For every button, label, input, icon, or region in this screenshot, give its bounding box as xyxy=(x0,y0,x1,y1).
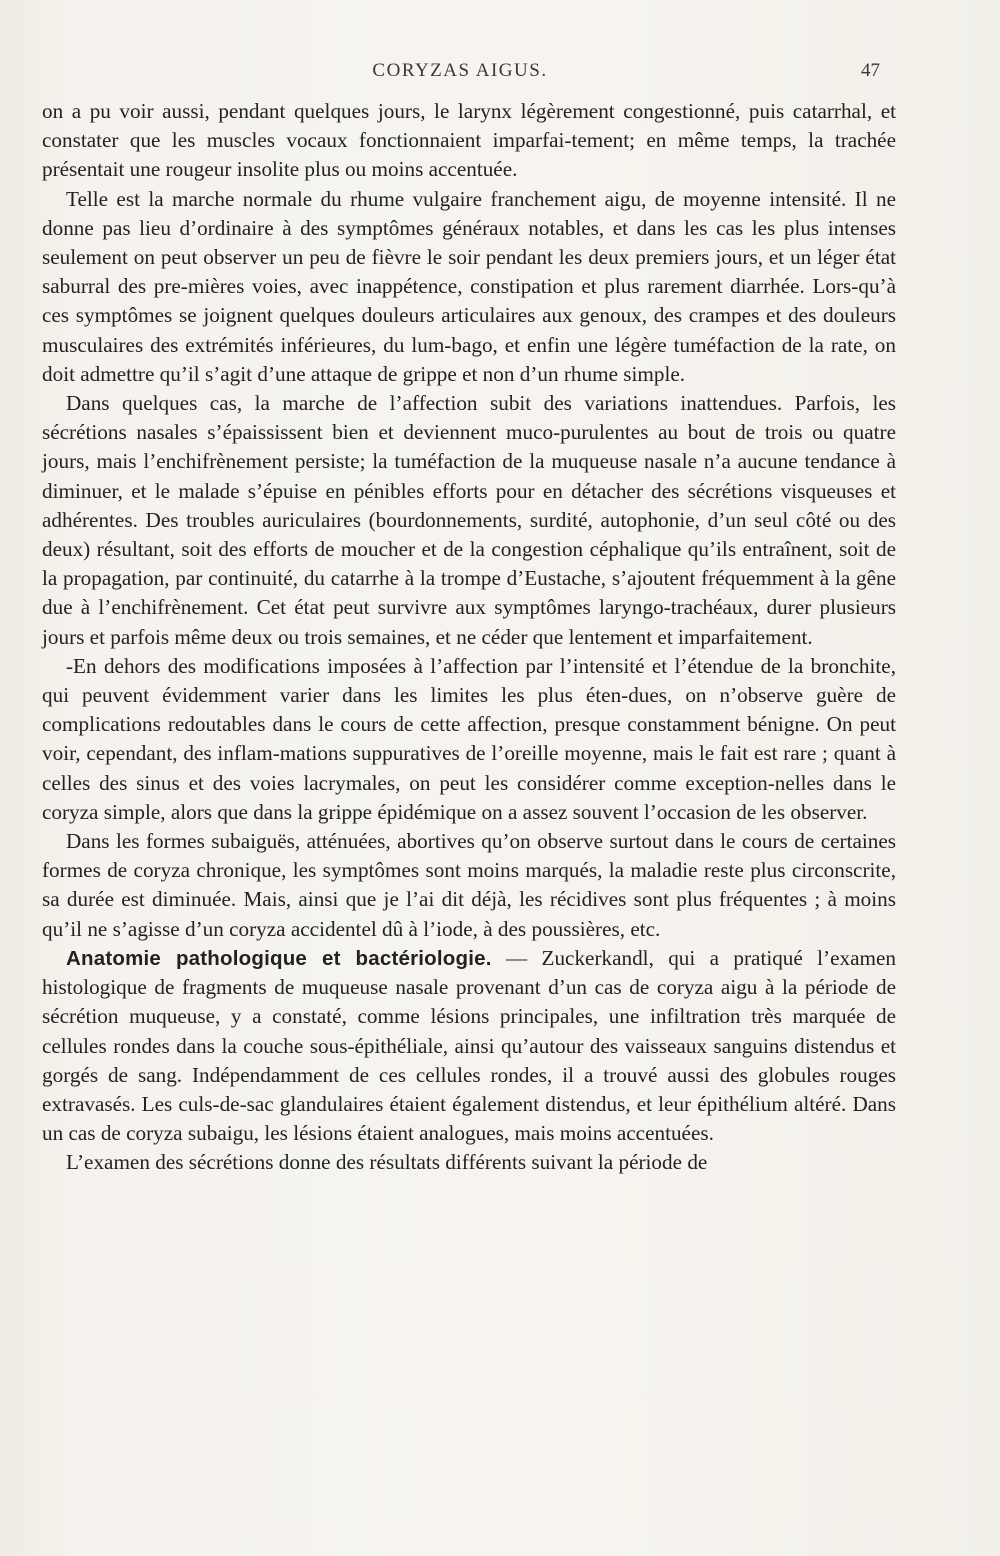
running-title: CORYZAS AIGUS. xyxy=(372,60,548,81)
running-head xyxy=(40,60,880,94)
paragraph-3: Dans quelques cas, la marche de l’affection subit des variations inattendues. Parfois, les sécrétions nasales s’épaississent bien et deviennent muco-purulentes au bout de trois ou quatre jours, mais l’enchifrènement persiste; la tuméfaction de la muqueuse nasale n’a aucune tendance à diminuer, et le malade s’épuise en pénibles efforts pour en détacher des sécrétions visqueuses et adhérentes. Des troubles auriculaires (bourdonnements, surdité, autophonie, d’un seul côté ou des deux) résultant, soit des efforts de moucher et de la congestion céphalique qu’ils entraînent, soit de la propagation, par continuité, du catarrhe à la trompe d’Eustache, s’ajoutent fréquemment à la gêne due à l’enchifrènement. Cet état peut survivre aux symptômes laryngo-trachéaux, durer plusieurs jours et parfois même deux ou trois semaines, et ne céder que lentement et imparfaitement. xyxy=(42,391,896,649)
paragraph-5: Dans les formes subaiguës, atténuées, abortives qu’on observe surtout dans le cours de certaines formes de coryza chronique, les symptômes sont moins marqués, la maladie reste plus circonscrite, sa durée est diminuée. Mais, ainsi que je l’ai dit déjà, les récidives sont plus fréquentes ; à moins qu’il ne s’agisse d’un coryza accidentel dû à l’iode, à des poussières, etc. xyxy=(42,829,896,941)
paragraph-7: L’examen des sécrétions donne des résultats différents suivant la période de xyxy=(66,1150,708,1175)
paragraph-6 xyxy=(42,944,896,1148)
paragraph-4: -En dehors des modifications imposées à l’affection par l’intensité et l’étendue de la bronchite, qui peuvent évidemment varier dans les limites les plus éten-dues, on n’observe guère de complications redoutables dans le cours de cette affection, presque constamment bénigne. On peut voir, cependant, des inflam-mations suppuratives de l’oreille moyenne, mais le fait est rare ; quant à celles des sinus et des voies lacrymales, on peut les considérer comme exception-nelles dans le coryza simple, alors que dans la grippe épidémique on a assez souvent l’occasion de les observer. xyxy=(42,653,896,824)
body-text xyxy=(42,97,896,1178)
paragraph-6-text: — Zuckerkandl, qui a pratiqué l’examen histologique de fragments de muqueuse nasale provenant d’un cas de coryza aigu à la période de sécrétion muqueuse, y a constaté, comme lésions principales, une infiltration très marquée de cellules rondes dans la couche sous-épithéliale, ainsi qu’autour des vaisseaux sanguins distendus et gorgés de sang. Indépendamment de ces cellules rondes, il a trouvé aussi des globules rouges extravasés. Les culs-de-sac glandulaires étaient également distendus, et leur épithélium altéré. Dans un cas de coryza subaigu, les lésions étaient analogues, mais moins accentuées. xyxy=(42,945,896,1146)
paragraph-1: on a pu voir aussi, pendant quelques jours, le larynx légèrement congestionné, puis catarrhal, et constater que les muscles vocaux fonctionnaient imparfai-tement; en même temps, la trachée présentait une rougeur insolite plus ou moins accentuée. xyxy=(42,99,896,182)
page-number: 47 xyxy=(861,60,880,81)
paragraph-2: Telle est la marche normale du rhume vulgaire franchement aigu, de moyenne intensité. Il ne donne pas lieu d’ordinaire à des symptômes généraux notables, et dans les cas les plus intenses seulement on peut observer un peu de fièvre le soir pendant les deux premiers jours, et un léger état saburral des pre-mières voies, avec inappétence, constipation et plus rarement diarrhée. Lors-qu’à ces symptômes se joignent quelques douleurs articulaires aux genoux, des crampes et des douleurs musculaires des extrémités inférieures, du lum-bago, et enfin une légère tuméfaction de la rate, on doit admettre qu’il s’agit d’une attaque de grippe et non d’un rhume simple. xyxy=(42,186,896,386)
section-heading: Anatomie pathologique et bactériologie. xyxy=(66,946,492,970)
